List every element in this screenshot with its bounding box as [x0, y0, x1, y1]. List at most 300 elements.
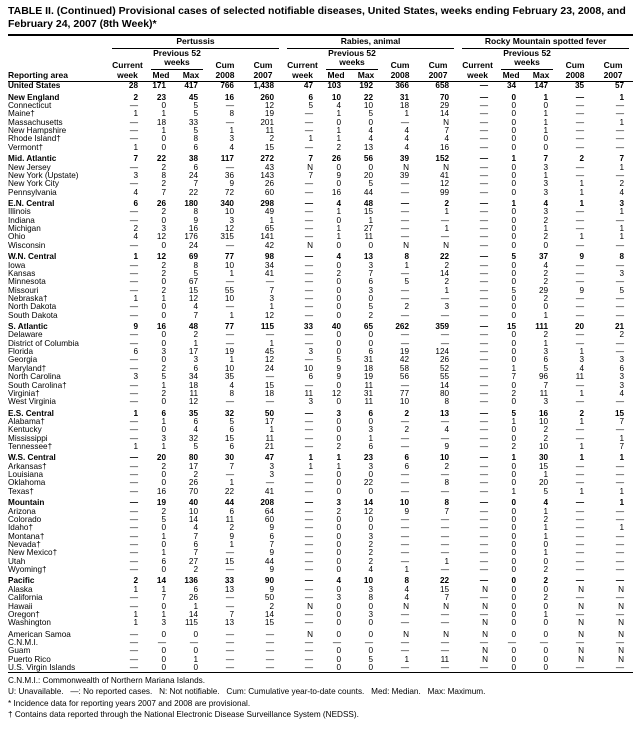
- value-cell: 1: [543, 93, 549, 102]
- value-cell: 208: [260, 499, 275, 508]
- value-cell: —: [304, 381, 314, 390]
- value-cell: —: [575, 557, 585, 566]
- value-cell: 1: [579, 454, 585, 463]
- value-cell: 0: [511, 557, 517, 566]
- value-cell: 0: [511, 499, 517, 508]
- value-cell: —: [615, 462, 625, 471]
- value-cell: 64: [264, 507, 275, 516]
- value-cell: —: [575, 216, 585, 225]
- value-cell: 50: [264, 409, 275, 418]
- value-cell: 1: [336, 110, 342, 119]
- value-cell: 0: [336, 180, 342, 189]
- reporting-area-cell: American Samoa: [8, 630, 71, 639]
- value-cell: 2: [511, 443, 517, 452]
- value-cell: —: [400, 647, 410, 656]
- value-cell: 7: [229, 462, 234, 471]
- value-cell: 17: [188, 462, 198, 471]
- value-cell: 2: [404, 409, 410, 418]
- value-cell: N: [482, 630, 489, 639]
- value-cell: 1: [619, 225, 625, 234]
- value-cell: —: [400, 417, 410, 426]
- value-cell: 0: [511, 303, 517, 312]
- value-cell: 0: [511, 566, 517, 575]
- value-cell: 60: [264, 188, 275, 197]
- reporting-area-cell: Indiana: [8, 216, 35, 225]
- reporting-area-cell: Vermont†: [8, 143, 44, 152]
- value-cell: 0: [511, 118, 517, 127]
- value-cell: —: [400, 541, 410, 549]
- reporting-area-cell: South Dakota: [8, 311, 58, 320]
- value-cell: 1: [579, 188, 585, 197]
- value-cell: —: [479, 356, 489, 365]
- value-cell: 12: [264, 102, 275, 111]
- value-cell: 15: [506, 323, 517, 332]
- value-cell: —: [440, 216, 450, 225]
- table-row: [8, 172, 633, 180]
- value-cell: —: [129, 127, 138, 136]
- value-cell: 8: [368, 594, 374, 603]
- value-cell: —: [225, 638, 234, 647]
- value-cell: 34: [188, 373, 198, 382]
- table-row: [8, 189, 633, 197]
- value-cell: —: [575, 225, 585, 234]
- value-cell: —: [304, 278, 314, 287]
- value-cell: 2: [133, 93, 138, 102]
- value-cell: —: [400, 225, 410, 234]
- value-cell: 22: [156, 155, 166, 164]
- value-cell: 0: [161, 566, 166, 575]
- value-cell: 9: [579, 253, 585, 262]
- value-cell: —: [304, 188, 314, 197]
- value-cell: 11: [265, 434, 275, 443]
- value-cell: 15: [188, 286, 198, 295]
- value-cell: 2: [511, 389, 517, 398]
- value-cell: 0: [543, 647, 549, 656]
- value-cell: 0: [511, 208, 517, 217]
- value-cell: 11: [189, 389, 198, 398]
- value-cell: —: [304, 479, 314, 488]
- value-cell: —: [400, 638, 410, 647]
- table-row: [8, 488, 633, 496]
- value-cell: 0: [336, 557, 342, 566]
- value-cell: —: [479, 81, 489, 91]
- value-cell: 0: [161, 278, 166, 287]
- footnote: * Incidence data for reporting years 2007 and 2008 are provisional.: [8, 698, 251, 708]
- value-cell: 8: [193, 261, 198, 270]
- value-cell: —: [479, 487, 489, 496]
- value-cell: —: [440, 331, 450, 340]
- reporting-area-cell: South Carolina†: [8, 381, 67, 390]
- table-body: [8, 82, 633, 673]
- value-cell: —: [304, 566, 314, 575]
- value-cell: 10: [363, 577, 374, 586]
- value-cell: 1: [619, 454, 625, 463]
- value-cell: —: [129, 647, 138, 656]
- value-cell: 24: [264, 364, 275, 373]
- value-cell: 2: [269, 135, 275, 144]
- value-cell: 1: [404, 110, 410, 119]
- value-cell: 13: [439, 409, 450, 418]
- value-cell: 658: [435, 81, 450, 91]
- reporting-area-cell: Iowa: [8, 261, 26, 270]
- value-cell: 0: [511, 507, 517, 516]
- value-cell: 180: [184, 199, 198, 208]
- value-cell: 3: [161, 619, 166, 628]
- reporting-area-cell: New Jersey: [8, 163, 51, 172]
- value-cell: 6: [193, 585, 198, 594]
- value-cell: 7: [444, 507, 450, 516]
- value-cell: 0: [368, 331, 374, 340]
- value-cell: —: [575, 471, 585, 480]
- table-row: [8, 110, 633, 118]
- value-cell: 8: [619, 253, 625, 262]
- value-cell: —: [479, 180, 489, 189]
- value-cell: 152: [435, 155, 450, 164]
- value-cell: 41: [439, 171, 450, 180]
- value-cell: —: [129, 163, 138, 172]
- value-cell: 3: [269, 471, 275, 480]
- value-cell: 201: [260, 118, 275, 127]
- value-cell: 48: [188, 323, 198, 332]
- value-cell: 4: [368, 135, 374, 144]
- value-cell: 8: [161, 171, 166, 180]
- value-cell: 2: [543, 515, 549, 524]
- value-cell: 1: [229, 356, 234, 365]
- value-cell: 10: [224, 364, 234, 373]
- value-cell: 7: [133, 155, 138, 164]
- value-cell: 2: [133, 225, 138, 234]
- value-cell: 65: [264, 225, 275, 234]
- value-cell: 5: [161, 515, 166, 524]
- reporting-area-cell: Delaware: [8, 331, 43, 340]
- value-cell: —: [479, 549, 489, 558]
- value-cell: 15: [538, 462, 549, 471]
- value-cell: 0: [336, 647, 342, 656]
- group-header-rabies-animal: Rabies, animal: [283, 35, 458, 49]
- value-cell: —: [129, 311, 138, 320]
- value-cell: 2: [161, 389, 166, 398]
- value-cell: —: [304, 233, 314, 242]
- value-cell: 3: [161, 225, 166, 234]
- value-cell: —: [479, 398, 489, 407]
- value-cell: 15: [439, 585, 450, 594]
- value-cell: 1: [336, 233, 342, 242]
- value-cell: 0: [543, 143, 549, 152]
- value-cell: —: [575, 398, 585, 407]
- value-cell: —: [479, 594, 489, 603]
- value-cell: 21: [264, 443, 275, 452]
- value-cell: 22: [439, 253, 450, 262]
- value-cell: —: [400, 339, 410, 348]
- reporting-area-cell: W.N. Central: [8, 253, 57, 262]
- value-cell: 0: [511, 655, 517, 664]
- value-cell: —: [400, 610, 410, 619]
- table-row: [8, 242, 633, 250]
- value-cell: 0: [336, 381, 342, 390]
- value-cell: —: [440, 294, 450, 303]
- value-cell: 2: [133, 577, 138, 586]
- value-cell: —: [400, 664, 410, 673]
- value-cell: 3: [619, 381, 625, 390]
- value-cell: 0: [543, 135, 549, 144]
- value-cell: 0: [511, 532, 517, 541]
- table-row: [8, 331, 633, 339]
- value-cell: 9: [444, 443, 450, 452]
- value-cell: —: [304, 331, 314, 340]
- value-cell: —: [575, 269, 585, 278]
- value-cell: —: [400, 188, 410, 197]
- value-cell: —: [479, 171, 489, 180]
- value-cell: 20: [363, 171, 374, 180]
- value-cell: 2: [579, 155, 585, 164]
- reporting-area-cell: E.N. Central: [8, 199, 55, 208]
- value-cell: 55: [439, 373, 450, 382]
- reporting-area-cell: Arizona: [8, 507, 36, 516]
- value-cell: 111: [535, 323, 549, 332]
- value-cell: 298: [260, 199, 275, 208]
- value-cell: 1: [543, 118, 549, 127]
- value-cell: 13: [224, 585, 234, 594]
- value-cell: 0: [336, 294, 342, 303]
- value-cell: 3: [161, 348, 166, 357]
- table-row: [8, 144, 633, 152]
- value-cell: 44: [224, 499, 234, 508]
- value-cell: 24: [188, 171, 198, 180]
- value-cell: —: [225, 163, 234, 172]
- value-cell: 42: [264, 241, 275, 250]
- max-header: Max: [175, 70, 207, 82]
- value-cell: —: [400, 269, 410, 278]
- value-cell: 9: [193, 216, 198, 225]
- value-cell: 10: [224, 261, 234, 270]
- table-row: [8, 253, 633, 261]
- value-cell: —: [479, 610, 489, 619]
- value-cell: 3: [368, 585, 374, 594]
- reporting-area-cell: Alaska: [8, 585, 33, 594]
- table-row: [8, 508, 633, 516]
- value-cell: 20: [156, 454, 166, 463]
- value-cell: 1: [133, 585, 138, 594]
- value-cell: 11: [304, 389, 314, 398]
- value-cell: 15: [264, 619, 275, 628]
- value-cell: 0: [161, 241, 166, 250]
- group-header-pertussis: Pertussis: [108, 35, 283, 49]
- value-cell: 4: [543, 261, 549, 270]
- value-cell: 3: [229, 216, 234, 225]
- value-cell: 20: [538, 479, 549, 488]
- value-cell: —: [479, 471, 489, 480]
- value-cell: 35: [574, 81, 585, 91]
- value-cell: —: [615, 471, 625, 480]
- value-cell: —: [575, 135, 585, 144]
- table-row: [8, 323, 633, 331]
- value-cell: N: [618, 647, 625, 656]
- value-cell: 10: [538, 417, 549, 426]
- value-cell: 0: [368, 417, 374, 426]
- value-cell: —: [479, 208, 489, 217]
- value-cell: —: [129, 241, 138, 250]
- value-cell: 1: [133, 253, 138, 262]
- value-cell: —: [479, 577, 489, 586]
- value-cell: 0: [161, 216, 166, 225]
- value-cell: 1: [229, 269, 234, 278]
- value-cell: 4: [336, 577, 342, 586]
- value-cell: —: [440, 549, 450, 558]
- value-cell: 8: [229, 389, 234, 398]
- value-cell: 43: [264, 163, 275, 172]
- value-cell: 45: [188, 93, 198, 102]
- value-cell: 16: [331, 188, 342, 197]
- value-cell: 0: [336, 216, 342, 225]
- value-cell: 1: [133, 294, 138, 303]
- table-row: [8, 611, 633, 619]
- value-cell: —: [575, 311, 585, 320]
- reporting-area-cell: Oklahoma: [8, 479, 46, 488]
- value-cell: 6: [543, 356, 549, 365]
- value-cell: 16: [538, 409, 549, 418]
- value-cell: —: [129, 286, 138, 295]
- value-cell: —: [615, 110, 625, 119]
- value-cell: 3: [269, 462, 275, 471]
- value-cell: 3: [619, 373, 625, 382]
- value-cell: —: [129, 261, 138, 270]
- reporting-area-cell: Tennessee†: [8, 443, 53, 452]
- value-cell: —: [304, 118, 314, 127]
- value-cell: 1: [543, 225, 549, 234]
- value-cell: 0: [161, 524, 166, 533]
- value-cell: 2: [543, 566, 549, 575]
- value-cell: 6: [308, 373, 314, 382]
- value-cell: —: [440, 311, 450, 320]
- value-cell: —: [304, 110, 314, 119]
- value-cell: 0: [336, 471, 342, 480]
- value-cell: 2: [193, 331, 198, 340]
- value-cell: 31: [363, 389, 374, 398]
- value-cell: 9: [269, 524, 275, 533]
- reporting-area-cell: Alabama†: [8, 417, 45, 426]
- value-cell: 9: [133, 323, 138, 332]
- value-cell: N: [618, 585, 625, 594]
- value-cell: 12: [156, 233, 166, 242]
- value-cell: 26: [331, 155, 342, 164]
- table-row: [8, 348, 633, 356]
- value-cell: 1: [336, 208, 342, 217]
- reporting-area-cell: Louisiana: [8, 471, 44, 480]
- value-cell: —: [615, 143, 625, 152]
- value-cell: —: [400, 286, 410, 295]
- value-cell: —: [615, 135, 625, 144]
- value-cell: 3: [368, 462, 374, 471]
- reporting-area-cell: Missouri: [8, 286, 39, 295]
- reporting-area-cell: Mountain: [8, 499, 45, 508]
- value-cell: 124: [435, 348, 450, 357]
- value-cell: 3: [619, 199, 625, 208]
- value-cell: 1: [579, 487, 585, 496]
- value-cell: —: [129, 630, 138, 639]
- value-cell: 117: [220, 155, 234, 164]
- table-row: [8, 180, 633, 188]
- value-cell: 10: [439, 454, 450, 463]
- value-cell: —: [400, 180, 410, 189]
- value-cell: 0: [543, 102, 549, 111]
- value-cell: —: [575, 339, 585, 348]
- value-cell: 40: [331, 323, 342, 332]
- value-cell: 3: [193, 356, 198, 365]
- table-row: [8, 647, 633, 655]
- value-cell: —: [440, 524, 450, 533]
- value-cell: 0: [161, 102, 166, 111]
- value-cell: 1: [511, 454, 517, 463]
- value-cell: —: [615, 294, 625, 303]
- value-cell: 272: [260, 155, 275, 164]
- value-cell: 9: [336, 364, 342, 373]
- value-cell: 1: [579, 443, 585, 452]
- value-cell: 1: [579, 199, 585, 208]
- value-cell: 0: [336, 398, 342, 407]
- reporting-area-cell: Utah: [8, 557, 26, 566]
- value-cell: 77: [224, 323, 234, 332]
- reporting-area-cell: Pennsylvania: [8, 188, 57, 197]
- value-cell: —: [304, 515, 314, 524]
- value-cell: —: [225, 630, 234, 639]
- value-cell: 5: [511, 253, 517, 262]
- value-cell: 3: [543, 208, 549, 217]
- value-cell: 11: [364, 381, 374, 390]
- value-cell: —: [440, 566, 450, 575]
- value-cell: —: [129, 434, 138, 443]
- cum-2008-header: Cum 2008: [382, 49, 418, 82]
- value-cell: —: [129, 638, 138, 647]
- value-cell: 1: [161, 549, 166, 558]
- table-row: [8, 619, 633, 627]
- value-cell: 4: [444, 135, 450, 144]
- value-cell: 30: [538, 454, 549, 463]
- value-cell: —: [400, 434, 410, 443]
- value-cell: 1: [543, 110, 549, 119]
- value-cell: 1: [543, 524, 549, 533]
- value-cell: —: [129, 180, 138, 189]
- value-cell: 7: [229, 610, 234, 619]
- value-cell: —: [479, 381, 489, 390]
- value-cell: 0: [336, 417, 342, 426]
- value-cell: —: [479, 261, 489, 270]
- value-cell: 4: [404, 143, 410, 152]
- value-cell: 262: [395, 323, 410, 332]
- cum-2008-header: Cum 2008: [207, 49, 243, 82]
- table-row: [8, 499, 633, 507]
- value-cell: 99: [439, 188, 450, 197]
- value-cell: 1: [619, 434, 625, 443]
- value-cell: —: [129, 524, 138, 533]
- value-cell: 1: [543, 549, 549, 558]
- value-cell: N: [403, 630, 410, 639]
- value-cell: 14: [363, 499, 374, 508]
- value-cell: —: [225, 278, 234, 287]
- value-cell: 5: [193, 443, 198, 452]
- value-cell: 0: [161, 664, 166, 673]
- reporting-area-cell: West Virginia: [8, 398, 56, 407]
- value-cell: —: [129, 278, 138, 287]
- current-week-header: Current week: [283, 49, 322, 82]
- value-cell: —: [575, 499, 585, 508]
- value-cell: 72: [224, 188, 234, 197]
- value-cell: 16: [188, 225, 198, 234]
- value-cell: 0: [161, 647, 166, 656]
- table-row: [8, 549, 633, 557]
- value-cell: 0: [511, 577, 517, 586]
- value-cell: —: [479, 557, 489, 566]
- table-row: [8, 594, 633, 602]
